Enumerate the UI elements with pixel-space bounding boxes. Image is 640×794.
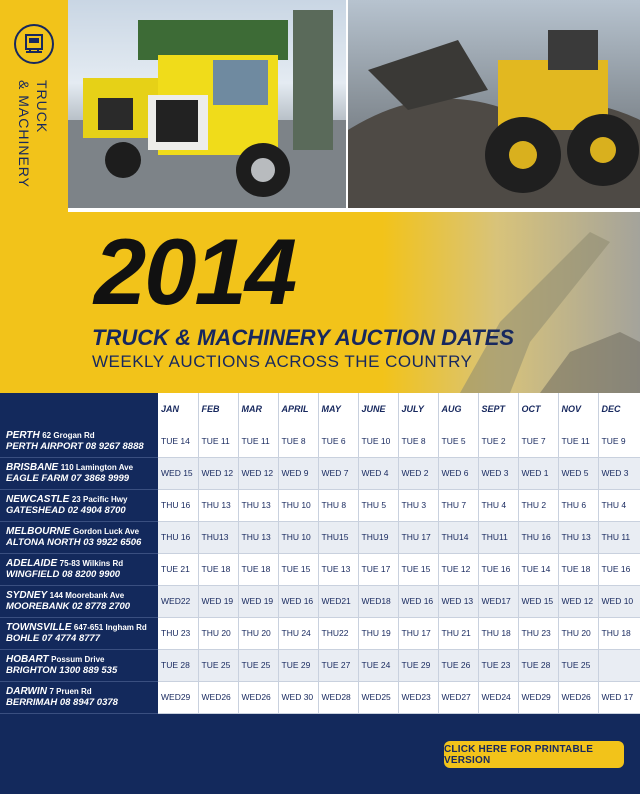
auction-date-cell: THU 20 [198, 617, 238, 649]
location-cell [0, 649, 158, 681]
auction-date-cell: THU 5 [358, 489, 398, 521]
auction-date-cell: WED17 [478, 585, 518, 617]
month-header: OCT [518, 393, 558, 425]
location-phone-line: GATESHEAD 02 4904 8700 [6, 505, 126, 516]
auction-date-cell: WED 1 [518, 457, 558, 489]
auction-date-cell: WED18 [358, 585, 398, 617]
auction-date-cell: WED 19 [238, 585, 278, 617]
auction-date-cell: WED 19 [198, 585, 238, 617]
schedule-section [0, 393, 640, 794]
location-phone-line: EAGLE FARM 07 3868 9999 [6, 473, 130, 484]
auction-date-cell: TUE 18 [558, 553, 598, 585]
month-header: JAN [158, 393, 198, 425]
auction-date-cell: TUE 16 [478, 553, 518, 585]
auction-date-cell: TUE 14 [158, 425, 198, 457]
auction-date-cell: WED28 [318, 681, 358, 713]
auction-date-cell: TUE 8 [398, 425, 438, 457]
month-header: SEPT [478, 393, 518, 425]
location-city: SYDNEY [6, 590, 48, 601]
table-row [0, 649, 640, 681]
table-row [0, 521, 640, 553]
auction-date-cell: WED29 [518, 681, 558, 713]
auction-date-cell: THU15 [318, 521, 358, 553]
location-phone-line: BOHLE 07 4774 8777 [6, 633, 101, 644]
auction-date-cell: THU 23 [158, 617, 198, 649]
auction-date-cell: THU 6 [558, 489, 598, 521]
auction-date-cell: TUE 6 [318, 425, 358, 457]
location-cell [0, 553, 158, 585]
auction-date-cell: WED25 [358, 681, 398, 713]
table-row [0, 425, 640, 457]
auction-date-cell: TUE 25 [238, 649, 278, 681]
auction-date-cell: THU 13 [198, 489, 238, 521]
auction-date-cell: THU13 [198, 521, 238, 553]
auction-date-cell: TUE 25 [558, 649, 598, 681]
month-header-row [0, 393, 640, 425]
table-row [0, 457, 640, 489]
auction-date-cell: WED26 [238, 681, 278, 713]
month-header: JULY [398, 393, 438, 425]
location-address: 23 Pacific Hwy [71, 495, 128, 504]
location-address: 647-651 Ingham Rd [73, 623, 147, 632]
auction-date-cell: THU 4 [598, 489, 640, 521]
location-cell [0, 585, 158, 617]
location-cell [0, 617, 158, 649]
auction-date-cell: TUE 5 [438, 425, 478, 457]
logo-text-line2: & MACHINERY [16, 80, 32, 188]
location-phone-line: WINGFIELD 08 8200 9900 [6, 569, 121, 580]
location-address: 62 Grogan Rd [42, 430, 95, 440]
table-row [0, 585, 640, 617]
month-header: MAR [238, 393, 278, 425]
header-corner [0, 393, 158, 425]
auction-date-cell: WED 12 [558, 585, 598, 617]
auction-date-cell: WED 3 [598, 457, 640, 489]
auction-date-cell: WED 10 [598, 585, 640, 617]
auction-date-cell: TUE 9 [598, 425, 640, 457]
truck-photo [68, 0, 346, 208]
loader-photo [348, 0, 640, 208]
auction-date-cell: WED 3 [478, 457, 518, 489]
subheadline: WEEKLY AUCTIONS ACROSS THE COUNTRY [92, 352, 473, 371]
auction-date-cell: TUE 18 [238, 553, 278, 585]
auction-date-cell: THU 2 [518, 489, 558, 521]
location-city: NEWCASTLE [6, 494, 70, 505]
auction-date-cell: THU 11 [598, 521, 640, 553]
auction-date-cell: THU 20 [558, 617, 598, 649]
auction-date-cell: TUE 28 [158, 649, 198, 681]
auction-date-cell: WED 2 [398, 457, 438, 489]
location-address: 110 Lamington Ave [60, 463, 134, 472]
auction-date-cell: THU 8 [318, 489, 358, 521]
auction-date-cell: TUE 14 [518, 553, 558, 585]
location-phone-line: ALTONA NORTH 03 9922 6506 [6, 537, 142, 548]
month-header: JUNE [358, 393, 398, 425]
month-header: FEB [198, 393, 238, 425]
month-header: NOV [558, 393, 598, 425]
auction-banner [68, 212, 640, 393]
logo-wordmark [14, 80, 54, 230]
auction-date-cell: WED24 [478, 681, 518, 713]
auction-date-cell: TUE 21 [158, 553, 198, 585]
auction-date-cell: TUE 24 [358, 649, 398, 681]
auction-date-cell: TUE 15 [278, 553, 318, 585]
auction-date-cell: TUE 29 [278, 649, 318, 681]
auction-date-cell: WED 7 [318, 457, 358, 489]
location-phone-line: BERRIMAH 08 8947 0378 [6, 697, 118, 708]
auction-date-cell: WED 17 [598, 681, 640, 713]
headline: TRUCK & MACHINERY AUCTION DATES [92, 325, 515, 350]
location-phone-line: PERTH AIRPORT 08 9267 8888 [6, 440, 144, 452]
auction-date-cell: WED 15 [158, 457, 198, 489]
location-cell [0, 521, 158, 553]
table-row [0, 553, 640, 585]
hero-section [0, 0, 640, 393]
auction-date-cell: TUE 7 [518, 425, 558, 457]
auction-date-cell: WED 12 [238, 457, 278, 489]
auction-date-cell: TUE 11 [558, 425, 598, 457]
location-address: 75-83 Wilkins Rd [59, 559, 124, 568]
auction-date-cell: WED26 [558, 681, 598, 713]
location-phone-line: BRIGHTON 1300 889 535 [6, 665, 118, 676]
auction-date-cell: THU 13 [558, 521, 598, 553]
auction-date-cell: TUE 26 [438, 649, 478, 681]
auction-date-cell: TUE 23 [478, 649, 518, 681]
month-header: APRIL [278, 393, 318, 425]
auction-date-cell: THU 16 [158, 521, 198, 553]
location-cell [0, 489, 158, 521]
location-city: BRISBANE [6, 462, 59, 473]
location-address: 7 Pruen Rd [49, 687, 92, 696]
table-row [0, 617, 640, 649]
auction-date-cell: WED 6 [438, 457, 478, 489]
auction-date-cell: THU 4 [478, 489, 518, 521]
location-address: 144 Moorebank Ave [49, 591, 125, 600]
auction-date-cell: WED26 [198, 681, 238, 713]
auction-date-cell: THU 16 [518, 521, 558, 553]
auction-date-cell: THU 20 [238, 617, 278, 649]
auction-date-cell: THU 16 [158, 489, 198, 521]
auction-date-cell: TUE 28 [518, 649, 558, 681]
month-header: AUG [438, 393, 478, 425]
auction-date-cell: TUE 15 [398, 553, 438, 585]
auction-date-cell: WED21 [318, 585, 358, 617]
auction-date-cell: WED22 [158, 585, 198, 617]
month-header: MAY [318, 393, 358, 425]
auction-date-cell: TUE 8 [278, 425, 318, 457]
auction-date-cell: THU 3 [398, 489, 438, 521]
brand-logo[interactable] [0, 0, 68, 393]
auction-date-cell: THU19 [358, 521, 398, 553]
auction-date-cell: TUE 17 [358, 553, 398, 585]
auction-date-cell: TUE 12 [438, 553, 478, 585]
truck-icon [14, 24, 54, 64]
auction-date-cell: TUE 13 [318, 553, 358, 585]
auction-date-cell: WED 5 [558, 457, 598, 489]
auction-date-cell: THU 24 [278, 617, 318, 649]
location-city: DARWIN [6, 686, 47, 697]
auction-date-cell: WED23 [398, 681, 438, 713]
auction-date-cell: THU 23 [518, 617, 558, 649]
auction-date-cell: TUE 10 [358, 425, 398, 457]
auction-date-cell: THU11 [478, 521, 518, 553]
auction-date-cell: THU 13 [238, 489, 278, 521]
location-city: TOWNSVILLE [6, 622, 72, 633]
location-address: Gordon Luck Ave [72, 527, 140, 536]
location-cell [0, 425, 158, 457]
auction-date-cell: TUE 18 [198, 553, 238, 585]
auction-date-cell: TUE 29 [398, 649, 438, 681]
location-cell [0, 457, 158, 489]
auction-date-cell: THU14 [438, 521, 478, 553]
auction-date-cell: WED29 [158, 681, 198, 713]
auction-date-cell [598, 649, 640, 681]
auction-date-cell: WED 16 [398, 585, 438, 617]
year-title: 2014 [94, 219, 296, 324]
location-city: ADELAIDE [6, 558, 58, 569]
auction-date-cell: TUE 11 [238, 425, 278, 457]
printable-version-button[interactable]: CLICK HERE FOR PRINTABLE VERSION [444, 741, 624, 768]
auction-date-cell: THU22 [318, 617, 358, 649]
auction-date-cell: WED 4 [358, 457, 398, 489]
auction-date-cell: THU 7 [438, 489, 478, 521]
auction-date-cell: TUE 16 [598, 553, 640, 585]
auction-date-cell: THU 19 [358, 617, 398, 649]
auction-schedule-table [0, 393, 640, 714]
table-row [0, 489, 640, 521]
auction-date-cell: WED 12 [198, 457, 238, 489]
auction-date-cell: TUE 11 [198, 425, 238, 457]
location-city: PERTH [6, 429, 40, 441]
auction-date-cell: THU 10 [278, 521, 318, 553]
location-phone-line: MOOREBANK 02 8778 2700 [6, 601, 131, 612]
logo-text-line1: TRUCK [34, 80, 50, 134]
auction-date-cell: THU 17 [398, 617, 438, 649]
auction-date-cell: WED 30 [278, 681, 318, 713]
table-row [0, 681, 640, 713]
auction-date-cell: THU 13 [238, 521, 278, 553]
auction-date-cell: WED 13 [438, 585, 478, 617]
location-address: Possum Drive [51, 655, 105, 664]
auction-date-cell: THU 18 [478, 617, 518, 649]
auction-date-cell: WED27 [438, 681, 478, 713]
location-cell [0, 681, 158, 713]
auction-date-cell: TUE 2 [478, 425, 518, 457]
month-header: DEC [598, 393, 640, 425]
auction-date-cell: THU 21 [438, 617, 478, 649]
auction-date-cell: WED 16 [278, 585, 318, 617]
auction-date-cell: THU 17 [398, 521, 438, 553]
auction-date-cell: WED 15 [518, 585, 558, 617]
auction-date-cell: WED 9 [278, 457, 318, 489]
auction-date-cell: TUE 27 [318, 649, 358, 681]
auction-date-cell: TUE 25 [198, 649, 238, 681]
location-city: HOBART [6, 654, 49, 665]
location-city: MELBOURNE [6, 526, 71, 537]
auction-date-cell: THU 10 [278, 489, 318, 521]
auction-date-cell: THU 18 [598, 617, 640, 649]
